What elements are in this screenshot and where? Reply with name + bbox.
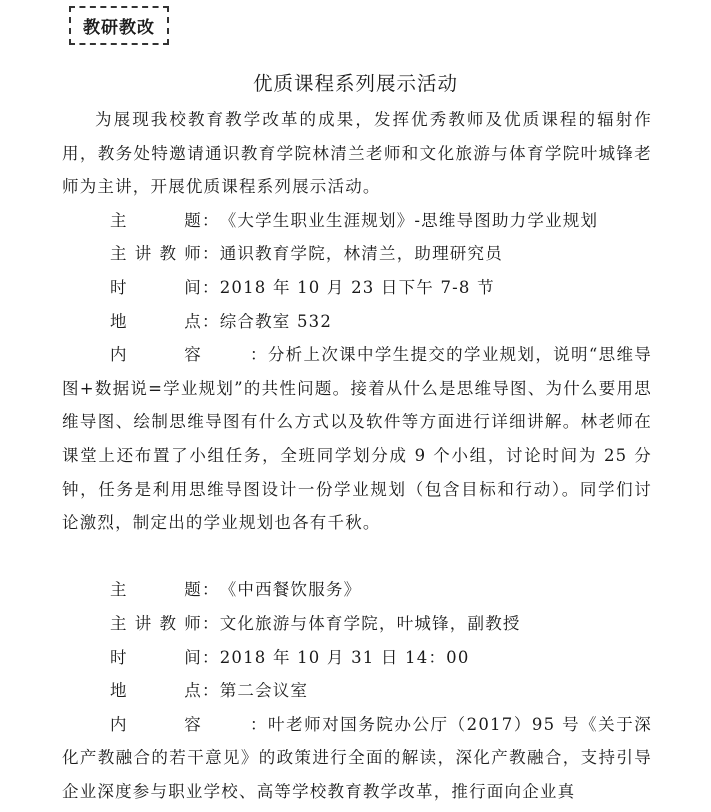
event2-time-value: 2018 年 10 月 31 日 14：00 [219, 647, 470, 667]
colon: ： [202, 210, 220, 230]
event2-teacher-value: 文化旅游与体育学院，叶城锋，副教授 [219, 613, 521, 633]
article-title: 优质课程系列展示活动 [252, 72, 458, 95]
colon: ： [250, 345, 268, 365]
colon: ： [202, 647, 220, 667]
event2-topic [62, 573, 652, 607]
event1-topic [62, 204, 652, 238]
event2-content-value: 叶老师对国务院办公厅（2017）95 号《关于深化产教融合的若干意见》的政策进行全面的解读，深化产教融合，支持引导企业深度参与职业学校、高等学校教育教学改革，推行面向企业真 [62, 714, 652, 801]
colon: ： [202, 613, 220, 633]
colon: ： [202, 277, 220, 297]
colon: ： [202, 580, 220, 600]
section-tag [69, 6, 169, 45]
event1-place [62, 305, 652, 339]
intro-paragraph: 为展现我校教育教学改革的成果，发挥优秀教师及优质课程的辐射作用，教务处特邀请通识教育学院林清兰老师和文化旅游与体育学院叶城锋老师为主讲，开展优质课程系列展示活动。 [62, 110, 652, 197]
event1-place-label: 地点 [110, 311, 202, 331]
event2-place-label: 地点 [110, 681, 202, 701]
event1-teacher-value: 通识教育学院，林清兰，助理研究员 [219, 244, 503, 264]
article-body [62, 103, 652, 808]
event1-time-value: 2018 年 10 月 23 日下午 7-8 节 [219, 277, 495, 297]
event2-topic-label: 主题 [110, 580, 202, 600]
event1-teacher-label: 主讲教师 [110, 244, 202, 264]
event2-place [62, 674, 652, 708]
event2-teacher-label: 主讲教师 [110, 613, 202, 633]
event1-content-value: 分析上次课中学生提交的学业规划，说明“思维导图+数据说=学业规划”的共性问题。接着从什么是思维导图、为什么要用思维导图、绘制思维导图有什么方式以及软件等方面进行详细讲解。林老师在课堂上还布置了小组任务，全班同学划分成 9 个小组，讨论时间为 25 分钟，任务是利用思维导图设计一份学业规划（包含目标和行动）。同学们讨论激烈，制定出的学业规划也各有千秋。 [62, 345, 652, 533]
event1-teacher [62, 237, 652, 271]
event1-place-value: 综合教室 532 [219, 311, 333, 331]
event2-time-label: 时间 [110, 647, 202, 667]
colon: ： [202, 681, 220, 701]
event1-topic-value: 《大学生职业生涯规划》-思维导图助力学业规划 [219, 210, 599, 230]
event2-time [62, 641, 652, 675]
event1-time-label: 时间 [110, 277, 202, 297]
event2-teacher [62, 607, 652, 641]
section-spacer [62, 540, 652, 574]
event2-content-label: 内容 [110, 714, 202, 734]
colon: ： [202, 311, 220, 331]
event1-content [62, 338, 652, 540]
event1-time [62, 271, 652, 305]
event1-content-label: 内容 [110, 345, 202, 365]
colon: ： [250, 714, 268, 734]
colon: ： [202, 244, 220, 264]
section-tag-label: 教研教改 [83, 18, 155, 38]
event2-place-value: 第二会议室 [219, 681, 309, 701]
event2-content [62, 708, 652, 809]
event1-topic-label: 主题 [110, 210, 202, 230]
event2-topic-value: 《中西餐饮服务》 [219, 580, 362, 600]
